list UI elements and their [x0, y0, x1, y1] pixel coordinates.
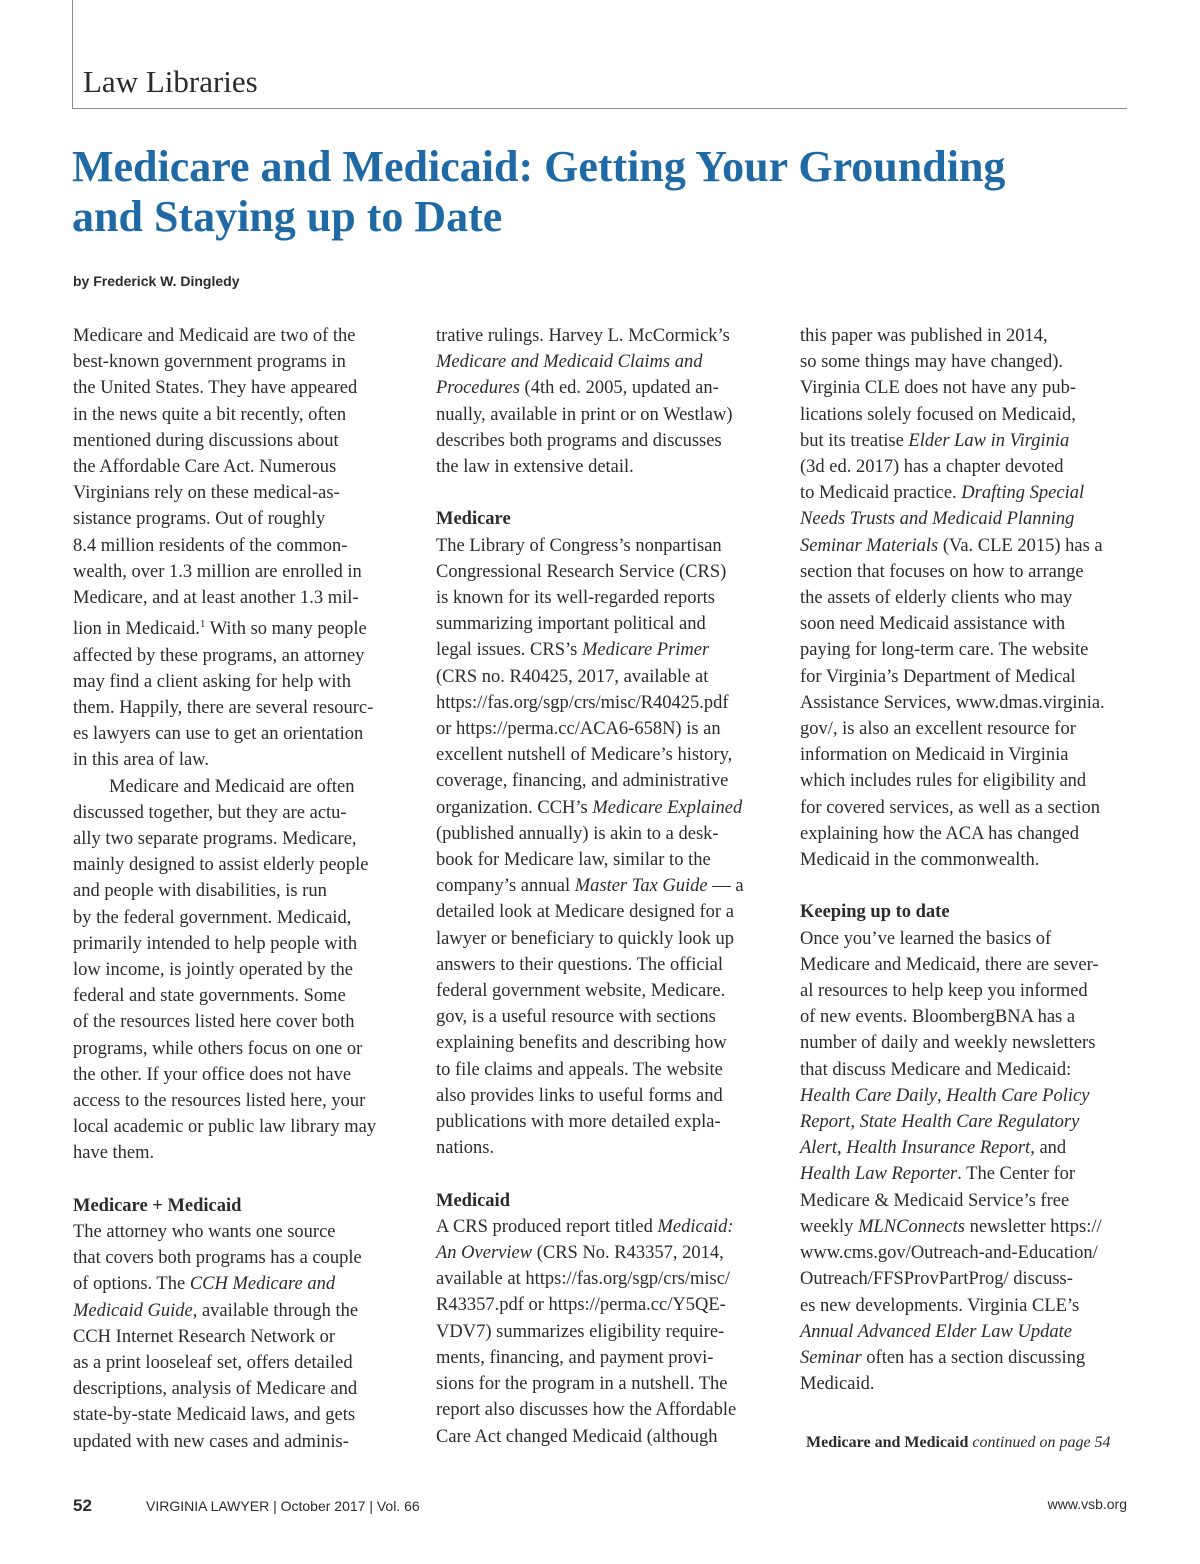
column-2	[436, 323, 766, 1450]
paragraph: The attorney who wants one source that covers both programs has a couple of options. The CCH Medicare and Medicaid Guide, available through the CCH Internet Research Network or as a print looseleaf set, offers detailed descriptions, analysis of Medicare and state-by-state Medicaid laws, and gets updated with new cases and adminis-	[73, 1222, 362, 1452]
continued-note	[806, 1434, 1111, 1452]
page-number: 52	[73, 1496, 92, 1515]
continued-text: continued on page 54	[972, 1434, 1111, 1451]
section-heading: Keeping up to date	[800, 902, 950, 923]
header-horizontal-rule	[72, 108, 1127, 109]
footer-url: www.vsb.org	[1047, 1496, 1127, 1512]
section-heading: Medicare + Medicaid	[73, 1195, 242, 1216]
footnote-marker: 1	[199, 618, 206, 631]
section-heading: Medicare	[436, 509, 511, 530]
column-3	[800, 323, 1130, 1397]
section-heading: Medicaid	[436, 1190, 510, 1211]
paragraph: this paper was published in 2014, so some things may have changed). Virginia CLE does not have any pub- lications solely focused on Medicaid, but its treatise Elder Law in Virginia (3d ed. 2017) has a chapter devoted to Medicaid practice. Drafting Special Needs Trusts and Medicaid Planning Seminar Materials (Va. CLE 2015) has a section that focuses on how to arrange the assets of elderly clients who may soon need Medicaid assistance with paying for long-term care. The website for Virginia’s Department of Medical Assistance Services, www.dmas.virginia. gov/, is also an excellent resource for information on Medicaid in Virginia which includes rules for eligibility and for covered services, as well as a section explaining how the ACA has changed Medicaid in the commonwealth.	[800, 326, 1105, 871]
section-label: Law Libraries	[83, 64, 258, 99]
paragraph: Once you’ve learned the basics of Medicare and Medicaid, there are sever- al resources to help keep you informed of new events. BloombergBNA has a number of daily and weekly newsletters that discuss Medicare and Medicaid: Health Care Daily, Health Care Policy Report, State Health Care Regulatory Alert, Health Insurance Report, and Health Law Reporter. The Center for Medicare & Medicaid Service’s free weekly MLNConnects newsletter https:// www.cms.gov/Outreach-and-Education/ Outreach/FFSProvPartProg/ discuss- es new developments. Virginia CLE’s Annual Advanced Elder Law Update Seminar often has a section discussing Medicaid.	[800, 928, 1102, 1395]
continued-label: Medicare and Medicaid	[806, 1434, 969, 1451]
paragraph: Medicare and Medicaid are two of the best-known government programs in the United States. They have appeared in the news quite a bit recently, often mentioned during discussions about the Affordable Care Act. Numerous Virginians rely on these medical-as- sistance programs. Out of roughly 8.4 million residents of the common- wealth, over 1.3 million are enrolled in Medicare, and at least another 1.3 mil- lion in Medicaid.$^1$ With so many people affected by these programs, an attorney may find a client asking for help with them. Happily, there are several resourc- es lawyers can use to get an orientation in this area of law.	[73, 326, 374, 771]
publication-info: VIRGINIA LAWYER | October 2017 | Vol. 66	[146, 1498, 420, 1514]
byline: by Frederick W. Dingledy	[73, 273, 240, 289]
paragraph: A CRS produced report titled Medicaid: An Overview (CRS No. R43357, 2014, available at https://fas.org/sgp/crs/misc/ R43357.pdf or https://perma.cc/Y5QE- VDV7) summarizes eligibility require- ments, financing, and payment provi- sions for the program in a nutshell. The report also discusses how the Affordable Care Act changed Medicaid (although	[436, 1216, 737, 1447]
column-1	[73, 323, 403, 1455]
article-title: Medicare and Medicaid: Getting Your Grounding and Staying up to Date	[72, 142, 1006, 241]
paragraph: The Library of Congress’s nonpartisan Congressional Research Service (CRS) is known for its well-regarded reports summarizing important political and legal issues. CRS’s Medicare Primer (CRS no. R40425, 2017, available at https://fas.org/sgp/crs/misc/R40425.pdf or https://perma.cc/ACA6-658N) is an excellent nutshell of Medicare’s history, coverage, financing, and administrative organization. CCH’s Medicare Explained (published annually) is akin to a desk- book for Medicare law, similar to the company’s annual Master Tax Guide — a detailed look at Medicare designed for a lawyer or beneficiary to quickly look up answers to their questions. The official federal government website, Medicare. gov, is a useful resource with sections explaining benefits and describing how to file claims and appeals. The website also provides links to useful forms and publications with more detailed expla- nations.	[436, 535, 744, 1159]
header-vertical-rule	[72, 0, 73, 108]
paragraph: Medicare and Medicaid are often discussed together, but they are actu- ally two separate programs. Medicare, mainly designed to assist elderly people and people with disabilities, is run by the federal government. Medicaid, primarily intended to help people with low income, is jointly operated by the federal and state governments. Some of the resources listed here cover both programs, while others focus on one or the other. If your office does not have access to the resources listed here, your local academic or public law library may have them.	[73, 776, 377, 1164]
paragraph: trative rulings. Harvey L. McCormick’s Medicare and Medicaid Claims and Procedures (4th ed. 2005, updated an- nually, available in print or on Westlaw) describes both programs and discusses the law in extensive detail.	[436, 326, 733, 478]
